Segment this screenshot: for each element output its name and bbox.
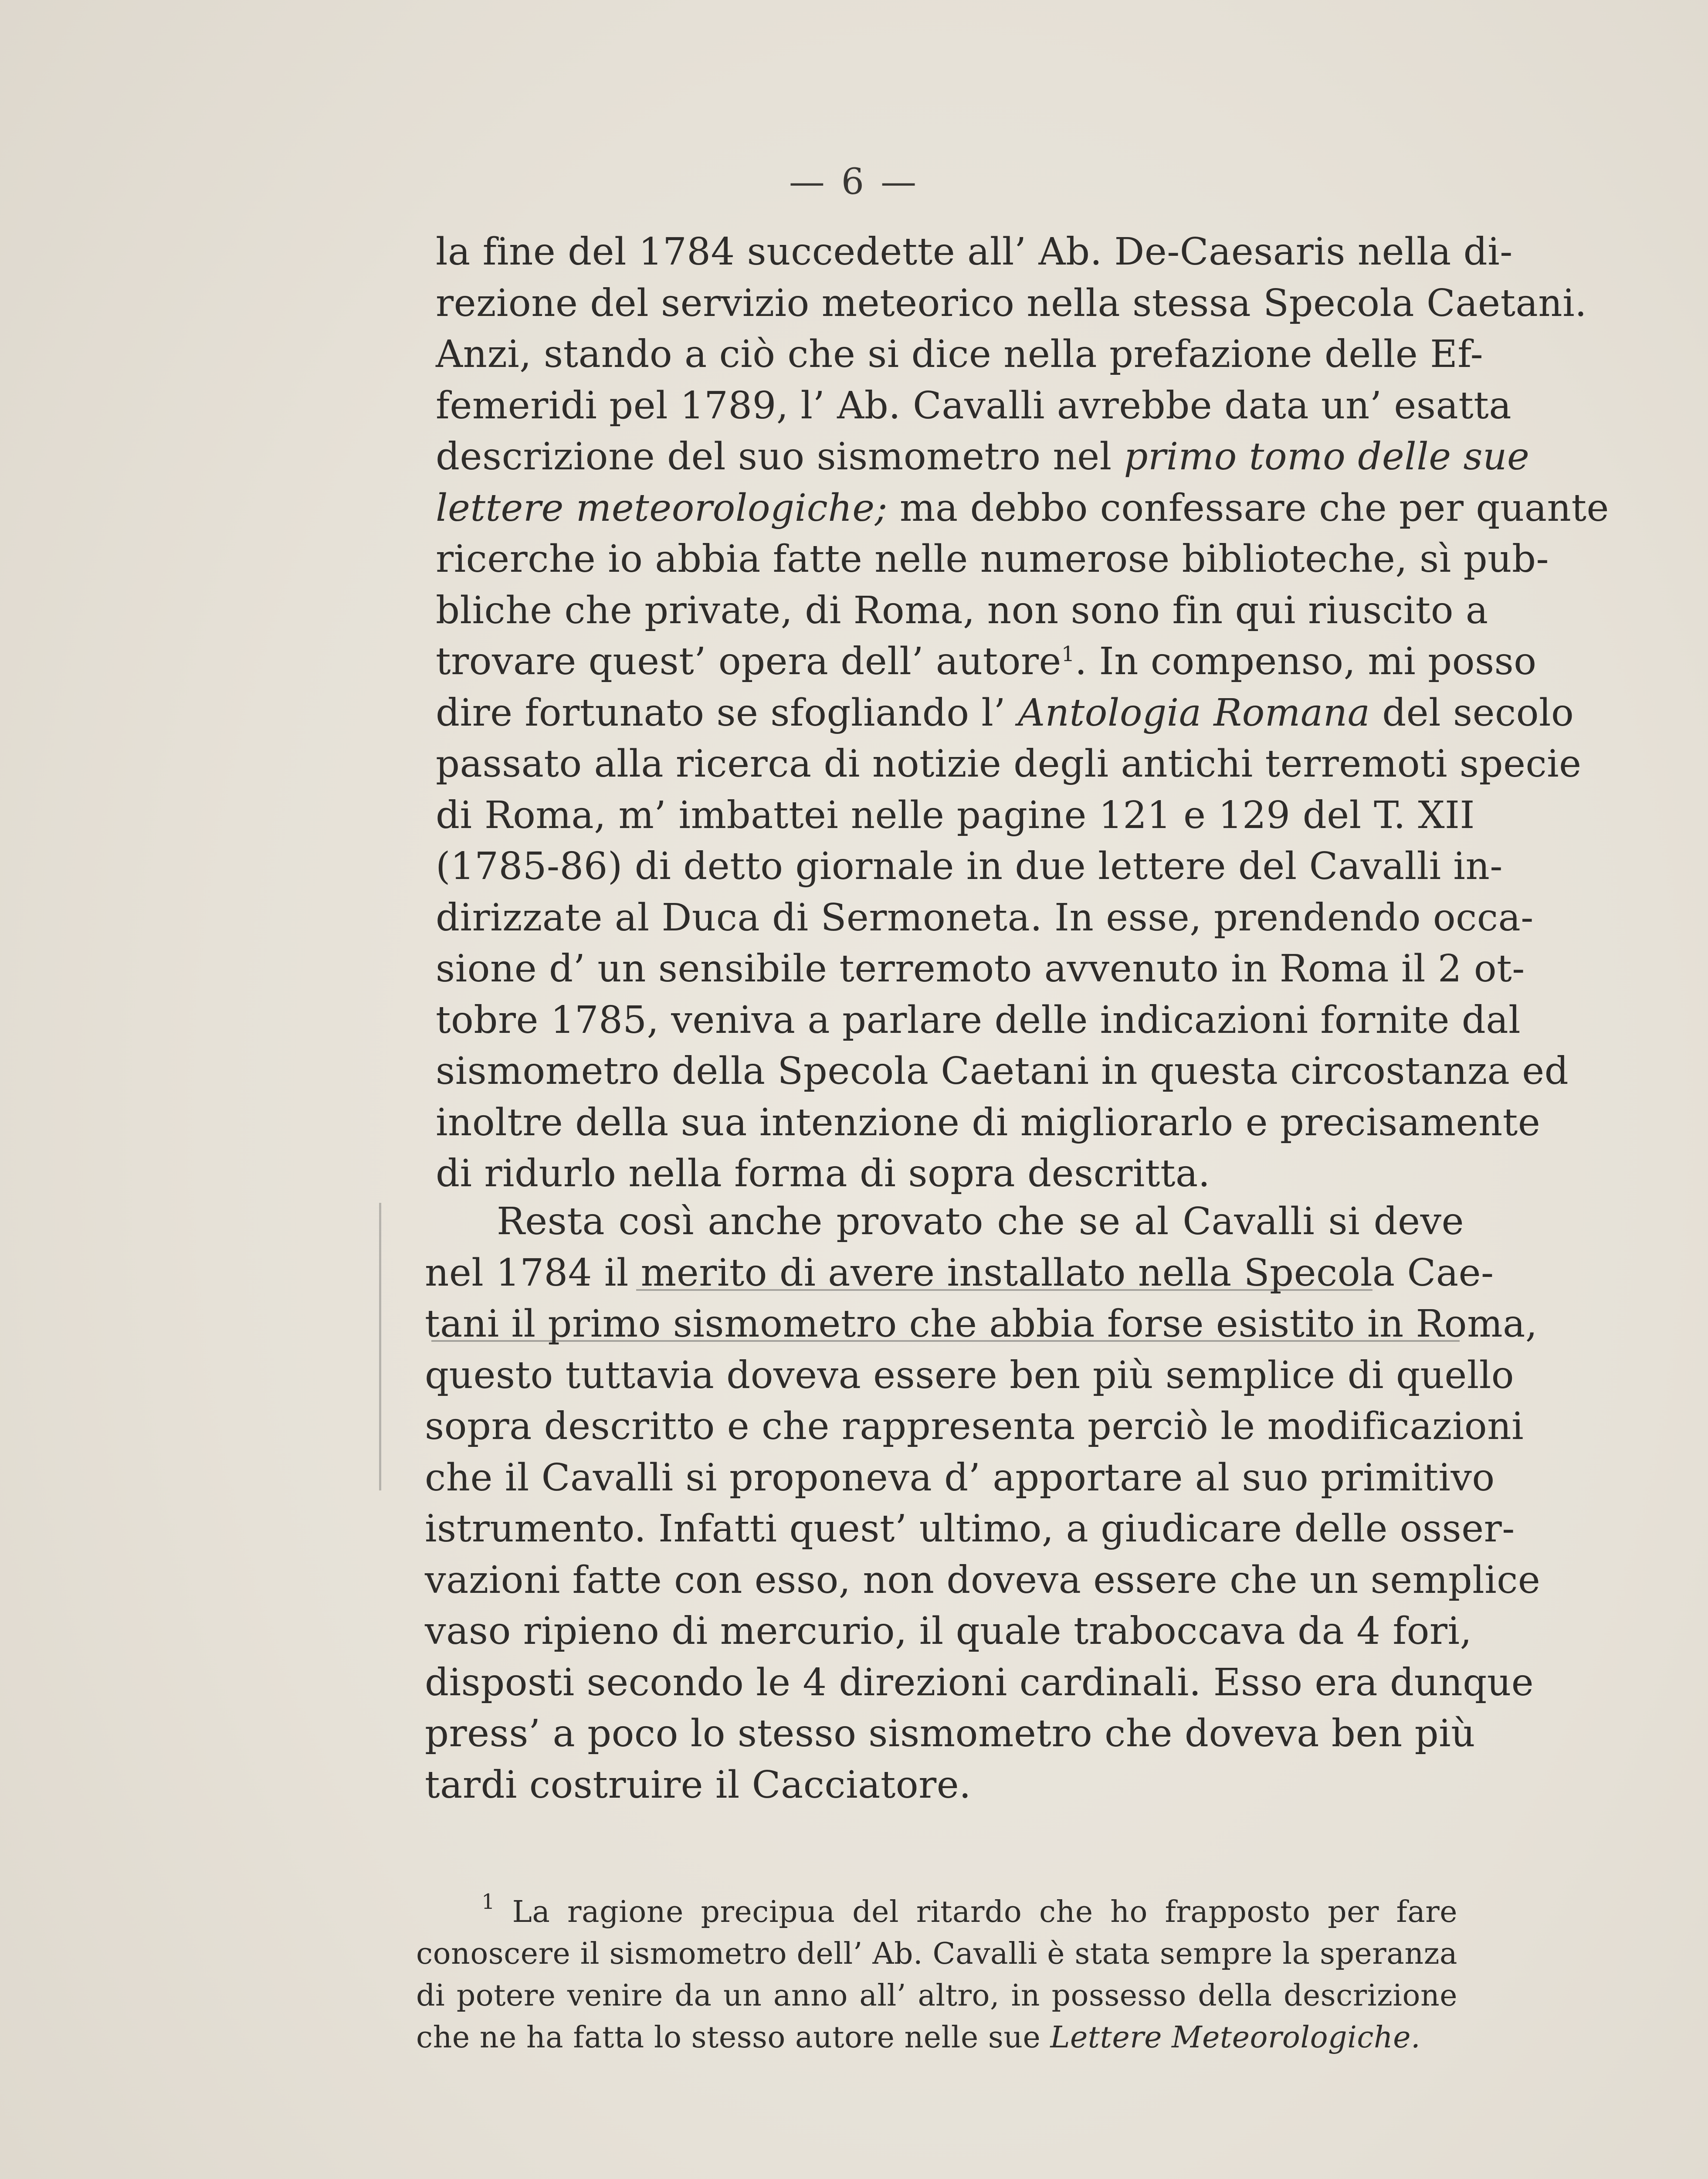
text-line [425,1708,1476,1760]
text-segment: bliche che private, di Roma, non sono fin qui riuscito a [436,588,1488,632]
text-line [436,483,1609,534]
text-line [436,1046,1569,1097]
text-line [436,739,1582,790]
text-segment: tardi costruire il Cacciatore. [425,1763,972,1807]
text-segment: passato alla ricerca di notizie degli antichi terremoti specie [436,742,1582,786]
text-line [436,944,1525,995]
text-line [436,585,1488,637]
text-segment: descrizione del suo sismometro nel [436,435,1124,479]
text-segment: press’ a poco lo stesso sismometro che doveva ben più [425,1712,1476,1755]
text-segment: ma debbo confessare che per quante [888,486,1609,530]
text-line [425,1196,1464,1248]
text-line [436,841,1503,893]
text-segment: vazioni fatte con esso, non doveva essere che un semplice [425,1558,1541,1602]
text-line [425,1760,1464,1811]
text-segment: istrumento. Infatti quest’ ultimo, a giudicare delle osser- [425,1507,1515,1551]
page-number: — 6 — [789,161,919,203]
text-segment: disposti secondo le 4 direzioni cardinali. Esso era dunque [425,1660,1534,1704]
text-segment: La ragione precipua del ritardo che ho frapposto per fare [495,1895,1457,1929]
text-segment: trovare quest’ opera dell’ autore [436,640,1061,683]
text-segment: nel 1784 il merito di avere installato nella Specola Cae- [425,1251,1494,1295]
text-line [436,688,1574,739]
text-segment: Resta così anche provato che se al Cavalli si deve [497,1200,1464,1243]
italic-text: Antologia Romana [1018,691,1370,735]
text-line [436,227,1513,278]
text-segment: che ne ha fatta lo stesso autore nelle sue [416,2020,1051,2055]
text-line [425,1555,1541,1606]
text-segment: questo tuttavia doveva essere ben più semplice di quello [425,1353,1515,1397]
italic-text: lettere meteorologiche; [436,486,888,530]
text-line [425,1606,1472,1657]
italic-text: primo tomo delle sue [1124,435,1530,479]
text-line [425,1453,1495,1504]
text-line [436,995,1521,1046]
text-segment: . In compenso, mi posso [1074,640,1537,683]
footnote-line [416,1891,1457,1933]
text-line [436,790,1475,842]
text-line [425,1248,1494,1299]
text-segment: di Roma, m’ imbattei nelle pagine 121 e 129 del T. XII [436,793,1475,837]
text-segment: del secolo [1370,691,1574,735]
text-line [436,1148,1475,1200]
footnote-line [416,1933,1457,1975]
text-segment: tobre 1785, veniva a parlare delle indicazioni fornite dal [436,998,1521,1042]
text-segment: che il Cavalli si proponeva d’ apportare al suo primitivo [425,1456,1495,1500]
text-segment: sione d’ un sensibile terremoto avvenuto in Roma il 2 ot- [436,947,1525,991]
footnote-marker: 1 [1061,642,1075,666]
text-segment: conoscere il sismometro dell’ Ab. Cavalli è stata sempre la speranza [416,1937,1457,1971]
text-segment: rezione del servizio meteorico nella stessa Specola Caetani. [436,281,1587,325]
footnote-marker: 1 [481,1890,495,1914]
text-line [425,1299,1538,1350]
body-paragraph-2 [425,1196,1541,1811]
text-segment: di ridurlo nella forma di sopra descritta. [436,1152,1210,1195]
text-segment: sopra descritto e che rappresenta perciò le modificazioni [425,1405,1524,1448]
footnote [416,1891,1457,2059]
text-segment: di potere venire da un anno all’ altro, in possesso della descrizione [416,1979,1457,2013]
text-line [436,893,1534,944]
text-segment: la fine del 1784 succedette all’ Ab. De-Caesaris nella di- [436,230,1513,274]
body-paragraph-1 [436,227,1609,1200]
text-line [425,1657,1534,1709]
text-segment: sismometro della Specola Caetani in questa circostanza ed [436,1049,1569,1093]
text-segment: vaso ripieno di mercurio, il quale traboccava da 4 fori, [425,1609,1472,1653]
text-line [436,534,1549,585]
text-line [436,1097,1541,1149]
text-segment: dirizzate al Duca di Sermoneta. In esse, prendendo occa- [436,896,1534,940]
text-segment: tani il primo sismometro che abbia forse esistito in Roma, [425,1302,1538,1346]
text-segment: (1785-86) di detto giornale in due lettere del Cavalli in- [436,845,1503,888]
text-segment: Anzi, stando a ciò che si dice nella prefazione delle Ef- [436,333,1484,376]
text-segment: femeridi pel 1789, l’ Ab. Cavalli avrebbe data un’ esatta [436,384,1512,428]
text-segment: dire fortunato se sfogliando l’ [436,691,1018,735]
text-line [425,1401,1524,1453]
pencil-margin-mark [379,1203,381,1490]
text-line [436,636,1537,688]
text-line [425,1350,1515,1402]
italic-text: Lettere Meteorologiche. [1050,2020,1421,2055]
text-segment: inoltre della sua intenzione di migliorarlo e precisamente [436,1100,1541,1144]
footnote-line [416,2017,1457,2059]
text-segment: ricerche io abbia fatte nelle numerose biblioteche, sì pub- [436,537,1549,581]
footnote-line [416,1975,1457,2017]
text-line [436,380,1512,432]
text-line [436,431,1530,483]
text-line [436,278,1587,329]
text-line [436,329,1484,380]
text-line [425,1504,1515,1555]
